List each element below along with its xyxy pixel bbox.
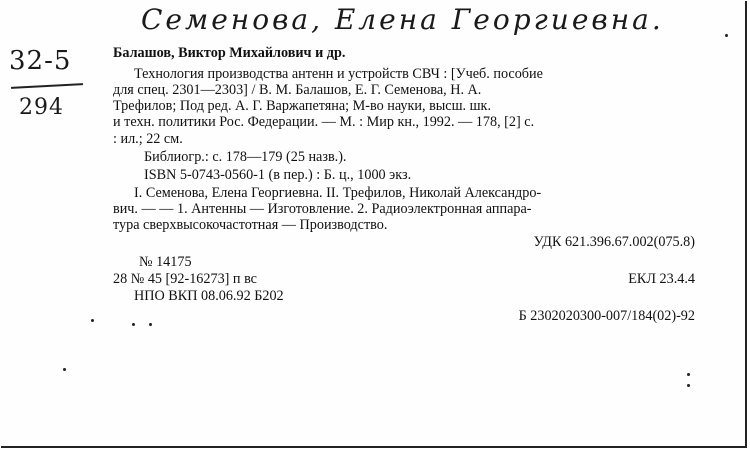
isbn-line: ISBN 5-0743-0560-1 (в пер.) : Б. ц., 1000 экз. [144, 167, 412, 183]
shelf-mark-bottom: 294 [19, 95, 64, 120]
body-line: : ил.; 22 см. [113, 131, 183, 147]
shelf-mark-top: 32-5 [9, 46, 72, 76]
udk-code: УДК 621.396.67.002(075.8) [533, 234, 695, 250]
npo-line: НПО ВКП 08.06.92 Б202 [134, 288, 284, 304]
scan-speck [149, 323, 152, 326]
catalog-card [1, 1, 747, 448]
scan-speck [687, 384, 690, 387]
body-line: Трефилов; Под ред. А. Г. Варжапетяна; М-во науки, высш. шк. [113, 98, 491, 114]
heading-author: Балашов, Виктор Михайлович и др. [113, 45, 346, 61]
body-line: для спец. 2301—2303] / В. М. Балашов, Е. Г. Семенова, Н. А. [113, 82, 482, 98]
order-line: 28 № 45 [92-16273] п вс [113, 271, 257, 287]
scan-speck [91, 319, 94, 322]
tracing-line: тура сверхвысокочастотная — Производство. [113, 217, 388, 233]
publisher-code: Б 2302020300-007/184(02)-92 [518, 308, 695, 324]
scan-speck [725, 34, 728, 37]
scan-speck [132, 323, 135, 326]
body-line: и техн. политики Рос. Федерации. — М. : Мир кн., 1992. — 178, [2] с. [113, 114, 535, 130]
shelf-mark-divider [11, 83, 83, 89]
ekl-code: ЕКЛ 23.4.4 [628, 271, 695, 287]
tracing-line: вич. — — 1. Антенны — Изготовление. 2. Радиоэлектронная аппара- [113, 201, 532, 217]
scan-speck [687, 373, 690, 376]
bibliography-note: Библиогр.: с. 178—179 (25 назв.). [144, 149, 347, 165]
scan-speck [63, 368, 66, 371]
handwritten-author: Семенова, Елена Георгиевна. [141, 3, 664, 36]
body-line: Технология производства антенн и устройств СВЧ : [Учеб. пособие [134, 66, 543, 82]
tracing-line: I. Семенова, Елена Георгиевна. II. Трефилов, Николай Александро- [134, 185, 542, 201]
card-number: № 14175 [139, 254, 192, 270]
